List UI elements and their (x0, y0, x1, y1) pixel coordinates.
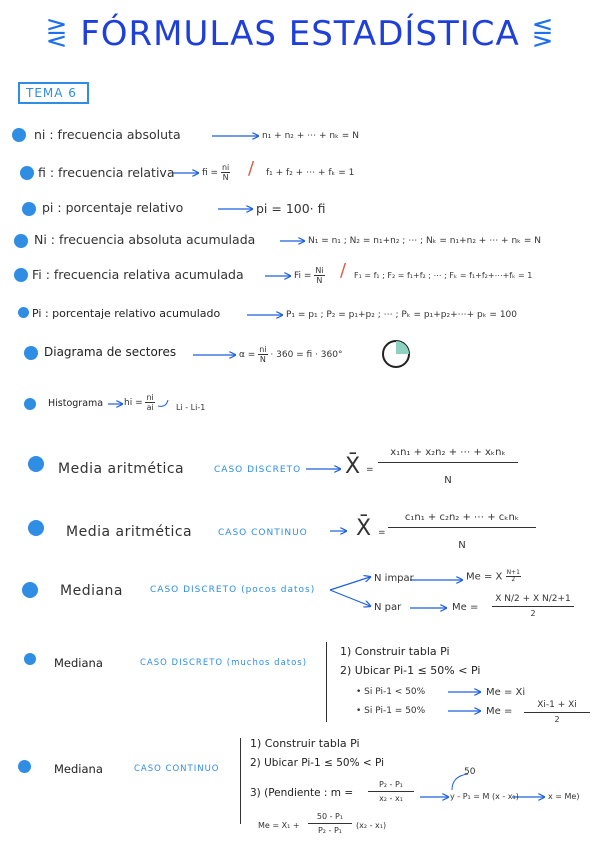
media2-num: c₁n₁ + c₂n₂ + ⋯ + cₖnₖ (404, 512, 520, 523)
med3-me-den: P₂ - P₁ (317, 826, 343, 835)
r2-formula (202, 163, 230, 182)
med3-me-lhs: Me = X₁ + (258, 821, 300, 830)
r5-num: Ni (315, 266, 324, 275)
r8-lhs: hi = (124, 398, 143, 408)
med3-case: CASO CONTINUO (134, 764, 220, 774)
r8-formula (124, 393, 155, 412)
r5-formula (294, 266, 325, 285)
r7-den: N (259, 355, 266, 364)
med3-s2: 2) Ubicar Pi-1 ≤ 50% < Pi (250, 757, 385, 769)
med1-label: Mediana (60, 583, 123, 599)
med3-me-tail: (x₂ - x₁) (356, 821, 387, 830)
med1-impar: N impar (374, 573, 414, 584)
med3-y: y - P₁ = M (x - x₁) (450, 792, 519, 801)
med2-b1: • Si Pi-1 < 50% (356, 687, 426, 697)
med2-b1-res: Me = Xi (486, 687, 526, 698)
med2-s1: 1) Construir tabla Pi (340, 645, 450, 658)
med2-s2: 2) Ubicar Pi-1 ≤ 50% < Pi (340, 664, 481, 677)
arrow-par (330, 590, 370, 606)
bullet-r6 (18, 307, 29, 318)
r2-lhs: fi = (202, 168, 219, 178)
med1-impar-sub: N+1 (506, 569, 520, 576)
media1-case: CASO DISCRETO (214, 465, 302, 475)
bullet-med2 (24, 653, 36, 665)
r3-label: pi : porcentaje relativo (42, 200, 184, 215)
page-title (0, 14, 600, 54)
media2-label: Media aritmética (66, 524, 193, 540)
bullet-r1 (12, 128, 26, 142)
med2-b2-den: 2 (554, 715, 560, 724)
med2-b2: • Si Pi-1 = 50% (356, 706, 426, 716)
bullet-r5 (14, 268, 28, 282)
media1-label: Media aritmética (58, 461, 185, 477)
media2-eq: = (378, 528, 386, 538)
media2-xbar: X̄ (356, 516, 372, 541)
media1-frac (378, 447, 518, 486)
med3-res: x = Me) (548, 792, 580, 801)
r2-num: ni (221, 163, 230, 172)
med1-par-frac (492, 594, 574, 618)
r7-formula (239, 345, 342, 364)
media1-xbar: X̄ (345, 454, 361, 479)
r5-den: N (316, 276, 323, 285)
r8-den: ai (146, 403, 154, 412)
r5-slash: / (340, 260, 347, 281)
r4-label: Ni : frecuencia absoluta acumulada (34, 232, 256, 247)
r2-slash: / (248, 158, 255, 179)
bullet-media2 (28, 520, 44, 536)
title-text: FÓRMULAS ESTADÍSTICA (80, 14, 520, 54)
r7-num: ni (259, 345, 267, 354)
med1-par-num: X N/2 + X N/2+1 (495, 594, 571, 604)
med2-label: Mediana (54, 656, 103, 670)
med1-par: N par (374, 602, 402, 613)
bullet-r7 (24, 346, 38, 360)
r6-label: Pi : porcentaje relativo acumulado (32, 307, 221, 320)
med1-impar-subden: 2 (511, 576, 516, 583)
med3-slope-den: x₂ - x₁ (379, 794, 403, 803)
bullet-media1 (28, 456, 44, 472)
title-deco-left: ⋛ (45, 18, 69, 48)
r7-label: Diagrama de sectores (44, 345, 177, 359)
media1-num: x₁n₁ + x₂n₂ + ⋯ + xₖnₖ (390, 447, 506, 458)
med1-case: CASO DISCRETO (pocos datos) (150, 585, 316, 595)
med1-par-me: Me = (452, 602, 479, 613)
media2-case: CASO CONTINUO (218, 528, 308, 538)
bullet-r2 (20, 166, 34, 180)
med3-fifty: 50 (464, 767, 476, 777)
med3-s1: 1) Construir tabla Pi (250, 737, 360, 750)
med3-slope-num: P₂ - P₁ (378, 780, 404, 789)
pie-icon (383, 341, 409, 367)
r5-label: Fi : frecuencia relativa acumulada (32, 267, 244, 282)
med3-me-frac (308, 812, 352, 835)
hist-curve (158, 400, 168, 406)
med1-impar-me: Me = X (466, 571, 503, 583)
med2-b2-frac (524, 700, 590, 724)
r2-label: fi : frecuencia relativa (38, 165, 175, 180)
r7-lhs: α = (239, 350, 256, 360)
bullet-med3 (18, 760, 31, 773)
r5-formula2: F₁ = f₁ ; F₂ = f₁+f₂ ; ⋯ ; Fₖ = f₁+f₂+⋯+fₖ = 1 (354, 271, 533, 280)
med3-s3: 3) (Pendiente : m = (250, 787, 354, 799)
r2-formula2: f₁ + f₂ + ⋯ + fₖ = 1 (266, 168, 355, 178)
bullet-r8 (24, 398, 36, 410)
arrow-impar (330, 577, 370, 590)
bullet-r3 (22, 202, 36, 216)
r1-label: ni : frecuencia absoluta (34, 127, 181, 142)
med2-b2-num: Xi-1 + Xi (537, 700, 577, 710)
med1-par-den: 2 (530, 609, 536, 618)
r4-formula: N₁ = n₁ ; N₂ = n₁+n₂ ; ⋯ ; Nₖ = n₁+n₂ + ⋯ + nₖ = N (308, 236, 541, 246)
bullet-med1 (22, 582, 38, 598)
med3-me-num: 50 - P₁ (316, 812, 344, 821)
med3-label: Mediana (54, 762, 103, 776)
r8-tail: Li - Li-1 (176, 403, 206, 412)
med3-brace (240, 738, 241, 824)
r1-formula: n₁ + n₂ + ⋯ + nₖ = N (262, 131, 359, 141)
media1-den: N (444, 475, 452, 486)
med3-slope-frac (368, 780, 414, 803)
media2-den: N (458, 540, 466, 551)
r8-num: ni (146, 393, 154, 402)
med2-b2-me: Me = (486, 706, 513, 717)
r8-label: Histograma (48, 398, 104, 409)
tema-tag: TEMA 6 (18, 82, 89, 104)
med2-brace (326, 642, 327, 722)
r3-formula: pi = 100· fi (256, 201, 326, 216)
r5-lhs: Fi = (294, 271, 312, 281)
med2-case: CASO DISCRETO (muchos datos) (140, 658, 308, 668)
med1-impar-res (466, 570, 521, 583)
r6-formula: P₁ = p₁ ; P₂ = p₁+p₂ ; ⋯ ; Pₖ = p₁+p₂+⋯+ pₖ = 100 (286, 310, 517, 320)
bullet-r4 (14, 234, 28, 248)
media2-frac (388, 512, 536, 551)
r7-rest: · 360 = fi · 360° (270, 350, 343, 360)
r2-den: N (222, 173, 229, 182)
media1-eq: = (366, 465, 374, 475)
title-deco-right: ⋚ (531, 18, 555, 48)
